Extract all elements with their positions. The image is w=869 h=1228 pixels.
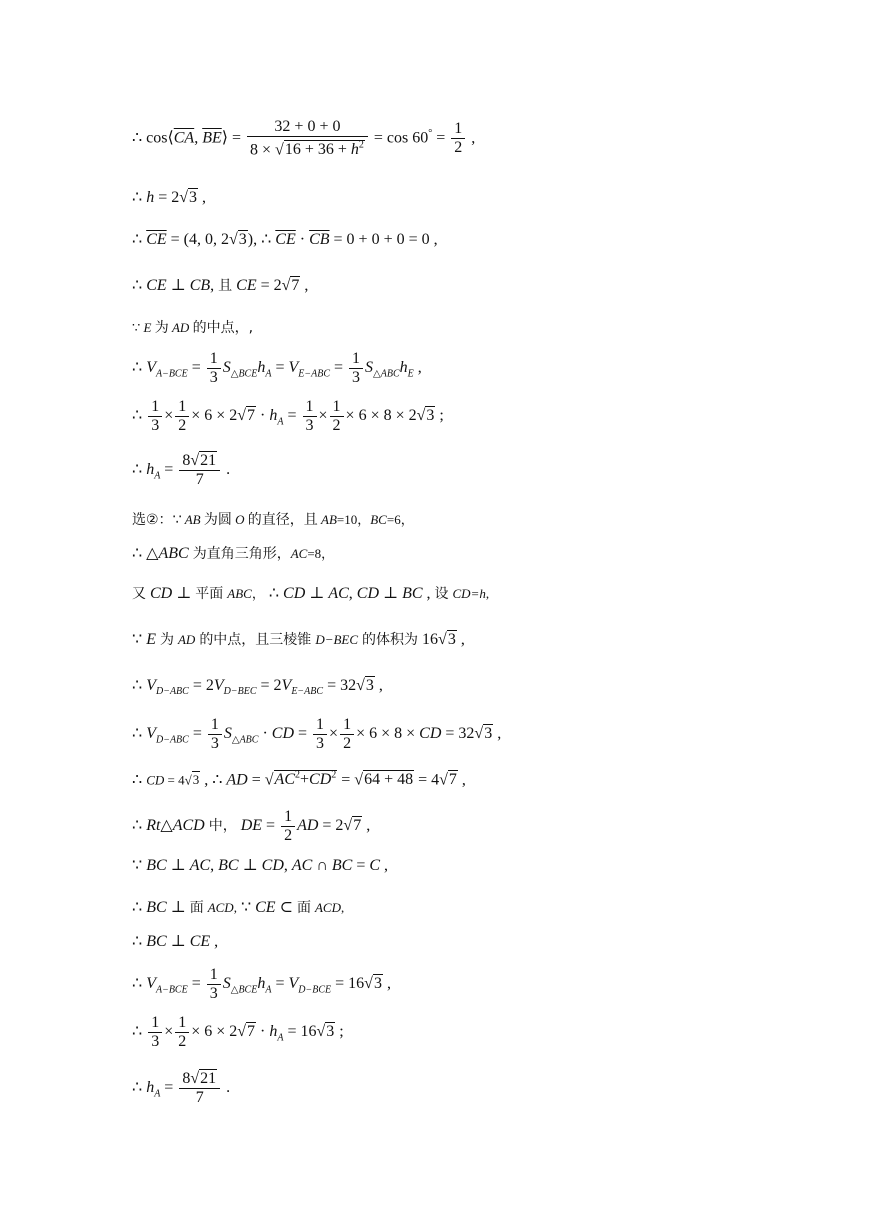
equation-volume-5: ∴ $V_{A-BCE}$ = $\frac{1}{3}$ $S_{\triangle BCE}h_A = V_{D-BCE} = 16√3$ , (132, 966, 391, 1002)
statement-right-triangle: ∴ △ABC 为直角三角形，AC=8， (132, 545, 335, 562)
equation-ha-result-2: ∴ $h_A$ = $\frac{8√21}{7}$ . (132, 1070, 231, 1106)
equation-ce-perp-cb: ∴ CE ⊥ CB, 且 CE = 2√7 , (132, 277, 309, 294)
choice-2-heading: 选②：∵ AB 为圆 O 的直径，且 AB=10，BC=6， (132, 512, 414, 528)
equation-ce-vector: ∴ $\overline{CE} = (4$, 0, 2√3), ∴ $\overline{CE} \cdot \overline{CB} = 0 + 0 + 0 = 0$ , (132, 231, 438, 248)
equation-ha-result-1: ∴ $h_A$ = $\frac{8√21}{7}$ . (132, 452, 231, 488)
equation-volume-6: ∴ $\frac{1}{3}$ × $\frac{1}{2}$ × $6 \times 2√7 \cdot h_A = 16√3$ ; (132, 1014, 344, 1050)
equation-cos-angle: ∴ $\cos⟨\overline{CA}$, $\overline{BE}⟩$ = $\frac{32 + 0 + 0}{8 \times √16 + 36 + h^2}$ = cos 60° = $\frac{1}{2}$ , (132, 118, 476, 159)
equation-de: ∴ Rt△ACD 中， DE = $\frac{1}{2}$ AD = 2√7 , (132, 808, 371, 844)
equation-volume-4: ∴ $V_{D-ABC}$ = $\frac{1}{3}$ $S_{\triangle ABC}$ · CD = $\frac{1}{3}$ × $\frac{1}{2}$ × 6 × 8 × CD = 32√3 , (132, 716, 502, 752)
statement-bc-perp-plane: ∴ BC ⊥ 面 ACD, ∵ CE ⊂ 面 ACD, (132, 899, 345, 916)
equation-h-value: ∴ h = 2√3 , (132, 189, 206, 206)
equation-volume-1: ∴ $V_{A-BCE}$ = $\frac{1}{3}$ $S_{\triangle BCE}h_A = V_{E-ABC}$ = $\frac{1}{3}$ $S_{\triangle ABC}h_E$ , (132, 350, 422, 386)
equation-volume-3: ∴ $V_{D-ABC} = 2V_{D-BEC} = 2V_{E-ABC} = 32√3$ , (132, 677, 383, 698)
statement-bc-perp-ce: ∴ BC ⊥ CE , (132, 933, 219, 950)
statement-cd-perp-plane: 又 CD ⊥ 平面 ABC， ∴ CD ⊥ AC, CD ⊥ BC , 设 CD=h, (132, 585, 490, 602)
equation-volume-2: ∴ $\frac{1}{3}$ × $\frac{1}{2}$ × $6 \times 2√7 \cdot h_A$ = $\frac{1}{3}$ × $\frac{1}{2}$ × 6 × 8 × 2√3 ; (132, 398, 444, 434)
statement-bc-perp: ∵ BC ⊥ AC, BC ⊥ CD, AC ∩ BC = C , (132, 857, 389, 874)
statement-pyramid-volume: ∵ E 为 AD 的中点，且三棱锥 D−BEC 的体积为 16√3 , (132, 631, 465, 648)
statement-e-midpoint: ∵ E 为 AD 的中点，, (132, 320, 254, 336)
equation-cd-ad: ∴ CD = 4√3 , ∴ AD = $√AC^2+CD^2 = √64 + 48 = 4√7$ , (132, 770, 466, 789)
